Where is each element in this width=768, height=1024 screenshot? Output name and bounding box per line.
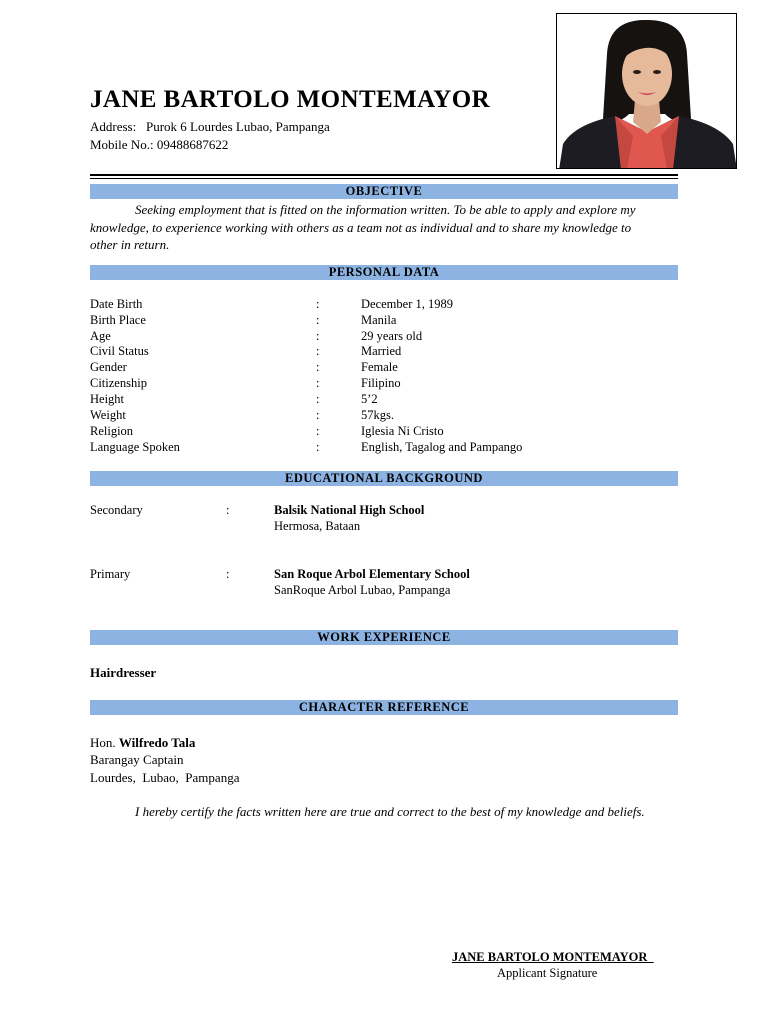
field-label: Language Spoken [90,440,180,454]
education-heading: EDUCATIONAL BACKGROUND [90,471,678,486]
header-rule-thin [90,178,678,179]
field-value: December 1, 1989 [361,297,453,311]
colon-separator: : [226,567,230,581]
mobile-value: 09488687622 [156,137,229,152]
field-value: English, Tagalog and Pampango [361,440,523,454]
field-value: Married [361,344,402,358]
reference-position: Barangay Captain [90,752,184,767]
header-rule [90,174,678,176]
colon-separator: : [226,503,230,517]
field-label: Birth Place [90,313,146,327]
school-name: Balsik National High School [274,503,425,517]
reference-title: Hon. [90,735,116,750]
address-label: Address: [90,119,137,134]
field-label: Height [90,392,125,406]
field-label: Gender [90,360,127,374]
colon-separator: : [316,360,320,374]
field-value: Female [361,360,398,374]
colon-separator: : [316,329,320,343]
certification-text: I hereby certify the facts written here are true and correct to the best of my knowledge and beliefs. [135,804,645,819]
applicant-photo [556,13,737,169]
colon-separator: : [316,376,320,390]
field-label: Date Birth [90,297,143,311]
address-value: Purok 6 Lourdes Lubao, Pampanga [145,119,330,134]
signature-name: JANE BARTOLO MONTEMAYOR [452,950,654,964]
colon-separator: : [316,440,320,454]
field-label: Weight [90,408,126,422]
colon-separator: : [316,344,320,358]
objective-text: Seeking employment that is fitted on the information written. To be able to apply and explore my knowledge, to experience working with others as a team not as individual and to share my knowledge to other in return. [90,202,636,252]
field-label: Age [90,329,111,343]
reference-name: Wilfredo Tala [118,735,196,750]
education-level: Primary [90,567,131,581]
colon-separator: : [316,392,320,406]
applicant-name: JANE BARTOLO MONTEMAYOR [90,86,491,113]
colon-separator: : [316,424,320,438]
education-entry [90,566,650,600]
objective-heading: OBJECTIVE [90,184,678,199]
education-level: Secondary [90,503,143,517]
colon-separator: : [316,313,320,327]
address-line [90,119,330,135]
field-value: Manila [361,313,397,327]
signature-label: Applicant Signature [497,966,598,980]
work-position: Hairdresser [90,665,157,680]
portrait-image [557,14,737,169]
field-value: 29 years old [361,329,423,343]
character-reference-heading: CHARACTER REFERENCE [90,700,678,715]
school-location: Hermosa, Bataan [274,519,361,533]
school-location: SanRoque Arbol Lubao, Pampanga [274,583,451,597]
reference-address: Lourdes, Lubao, Pampanga [90,770,240,785]
mobile-line [90,137,228,153]
field-value: Iglesia Ni Cristo [361,424,444,438]
field-value: Filipino [361,376,401,390]
colon-separator: : [316,297,320,311]
field-label: Civil Status [90,344,149,358]
colon-separator: : [316,408,320,422]
personal-data-heading: PERSONAL DATA [90,265,678,280]
field-value: 5’2 [361,392,378,406]
reference-name-line [90,734,195,752]
field-label: Religion [90,424,134,438]
school-name: San Roque Arbol Elementary School [274,567,470,581]
education-entry [90,502,650,536]
field-label: Citizenship [90,376,147,390]
field-value: 57kgs. [361,408,394,422]
mobile-label: Mobile No.: [90,137,154,152]
work-experience-heading: WORK EXPERIENCE [90,630,678,645]
